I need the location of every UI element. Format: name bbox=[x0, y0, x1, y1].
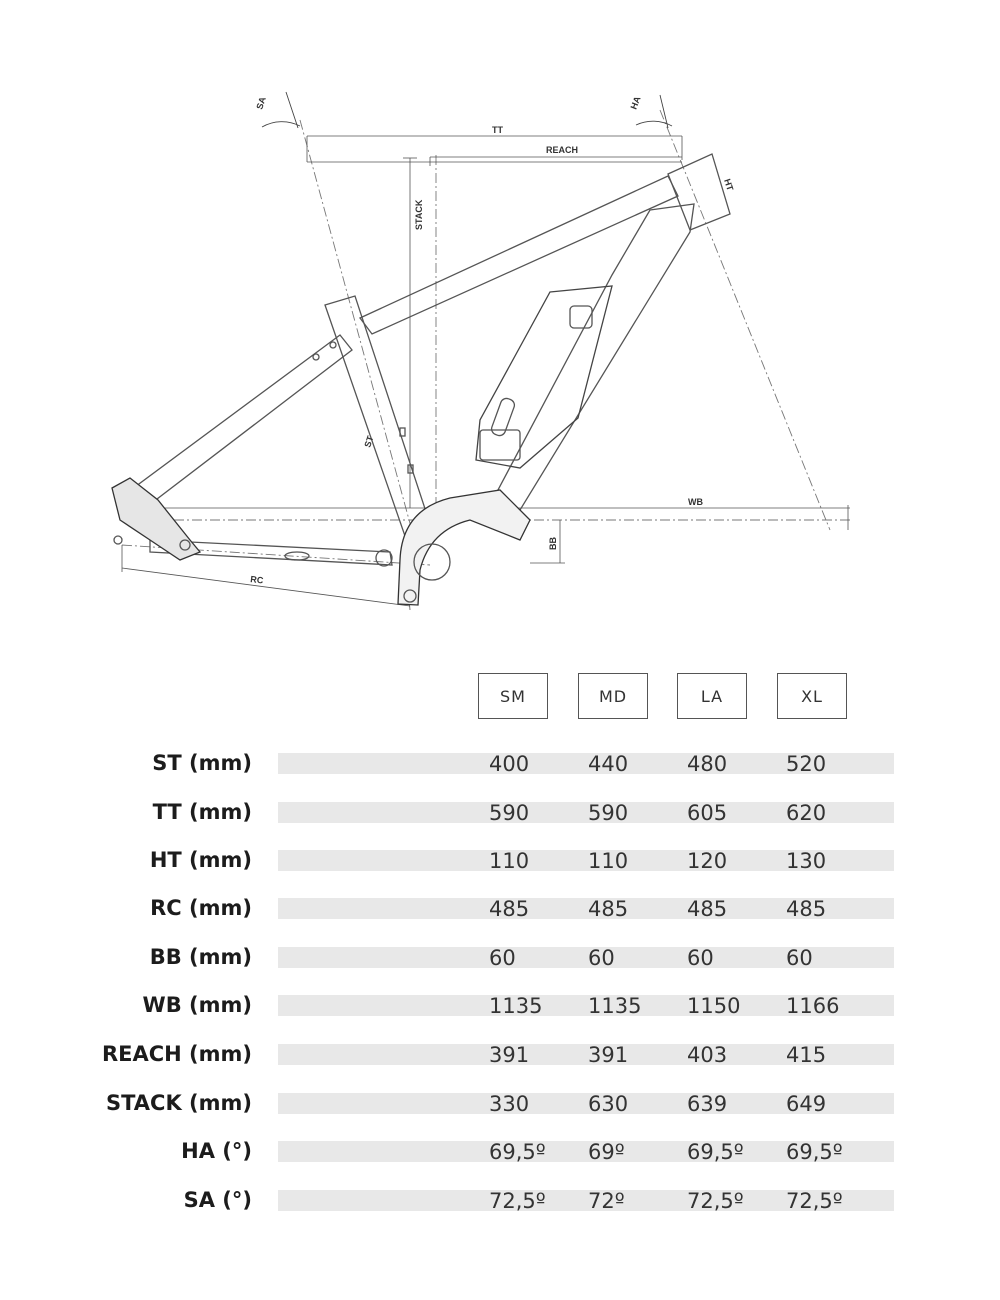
table-cell: 403 bbox=[687, 1043, 728, 1067]
table-row bbox=[0, 1130, 1000, 1170]
table-cell: 72,5º bbox=[786, 1189, 843, 1213]
table-cell: 480 bbox=[687, 752, 728, 776]
table-cell: 69,5º bbox=[687, 1140, 744, 1164]
table-row bbox=[0, 839, 1000, 879]
row-label: RC (mm) bbox=[150, 896, 252, 920]
table-cell: 60 bbox=[687, 946, 714, 970]
table-cell: 1135 bbox=[588, 994, 642, 1018]
table-row bbox=[0, 742, 1000, 782]
table-cell: 120 bbox=[687, 849, 728, 873]
row-label: WB (mm) bbox=[142, 993, 252, 1017]
measure-lines bbox=[120, 136, 850, 610]
table-cell: 605 bbox=[687, 801, 728, 825]
table-cell: 1166 bbox=[786, 994, 840, 1018]
table-cell: 72,5º bbox=[687, 1189, 744, 1213]
table-cell: 1150 bbox=[687, 994, 741, 1018]
table-cell: 630 bbox=[588, 1092, 629, 1116]
sa-label: SA bbox=[254, 95, 268, 111]
row-label: SA (°) bbox=[183, 1188, 252, 1212]
table-cell: 72,5º bbox=[489, 1189, 546, 1213]
table-cell: 620 bbox=[786, 801, 827, 825]
angle-markers bbox=[262, 92, 672, 128]
table-cell: 440 bbox=[588, 752, 629, 776]
tt-label: TT bbox=[492, 125, 503, 135]
size-xl-header: XL bbox=[777, 673, 847, 719]
table-row bbox=[0, 887, 1000, 927]
table-cell: 110 bbox=[588, 849, 629, 873]
table-cell: 391 bbox=[588, 1043, 629, 1067]
row-label: HT (mm) bbox=[149, 848, 252, 872]
table-cell: 110 bbox=[489, 849, 530, 873]
ht-label: HT bbox=[722, 177, 736, 193]
table-cell: 60 bbox=[489, 946, 516, 970]
size-md-header: MD bbox=[578, 673, 648, 719]
bb-label: BB bbox=[548, 537, 558, 550]
table-cell: 485 bbox=[786, 897, 827, 921]
table-cell: 69º bbox=[588, 1140, 625, 1164]
ha-label: HA bbox=[628, 94, 643, 111]
table-row bbox=[0, 1082, 1000, 1122]
row-label: BB (mm) bbox=[149, 945, 252, 969]
row-label: TT (mm) bbox=[152, 800, 252, 824]
table-row bbox=[0, 791, 1000, 831]
bike-frame-geometry-diagram bbox=[0, 0, 1000, 640]
reach-label: REACH bbox=[546, 145, 579, 155]
rc-label: RC bbox=[249, 574, 264, 586]
table-cell: 639 bbox=[687, 1092, 728, 1116]
table-cell: 1135 bbox=[489, 994, 543, 1018]
table-cell: 590 bbox=[489, 801, 530, 825]
table-cell: 391 bbox=[489, 1043, 530, 1067]
table-cell: 649 bbox=[786, 1092, 827, 1116]
table-cell: 330 bbox=[489, 1092, 530, 1116]
size-la-header: LA bbox=[677, 673, 747, 719]
row-label: REACH (mm) bbox=[101, 1042, 252, 1066]
table-cell: 590 bbox=[588, 801, 629, 825]
table-cell: 485 bbox=[687, 897, 728, 921]
table-cell: 130 bbox=[786, 849, 827, 873]
table-row bbox=[0, 984, 1000, 1024]
table-cell: 400 bbox=[489, 752, 530, 776]
table-cell: 60 bbox=[588, 946, 615, 970]
table-cell: 60 bbox=[786, 946, 813, 970]
st-label: ST bbox=[362, 434, 376, 449]
table-cell: 69,5º bbox=[489, 1140, 546, 1164]
table-cell: 415 bbox=[786, 1043, 827, 1067]
table-cell: 69,5º bbox=[786, 1140, 843, 1164]
wb-label: WB bbox=[688, 497, 703, 507]
row-label: ST (mm) bbox=[152, 751, 252, 775]
row-label: STACK (mm) bbox=[105, 1091, 252, 1115]
row-label: HA (°) bbox=[181, 1139, 252, 1163]
table-row bbox=[0, 1033, 1000, 1073]
size-sm-header: SM bbox=[478, 673, 548, 719]
table-cell: 485 bbox=[588, 897, 629, 921]
stack-label: STACK bbox=[414, 199, 424, 230]
table-row bbox=[0, 936, 1000, 976]
table-cell: 520 bbox=[786, 752, 827, 776]
table-cell: 72º bbox=[588, 1189, 625, 1213]
table-row bbox=[0, 1179, 1000, 1219]
table-cell: 485 bbox=[489, 897, 530, 921]
